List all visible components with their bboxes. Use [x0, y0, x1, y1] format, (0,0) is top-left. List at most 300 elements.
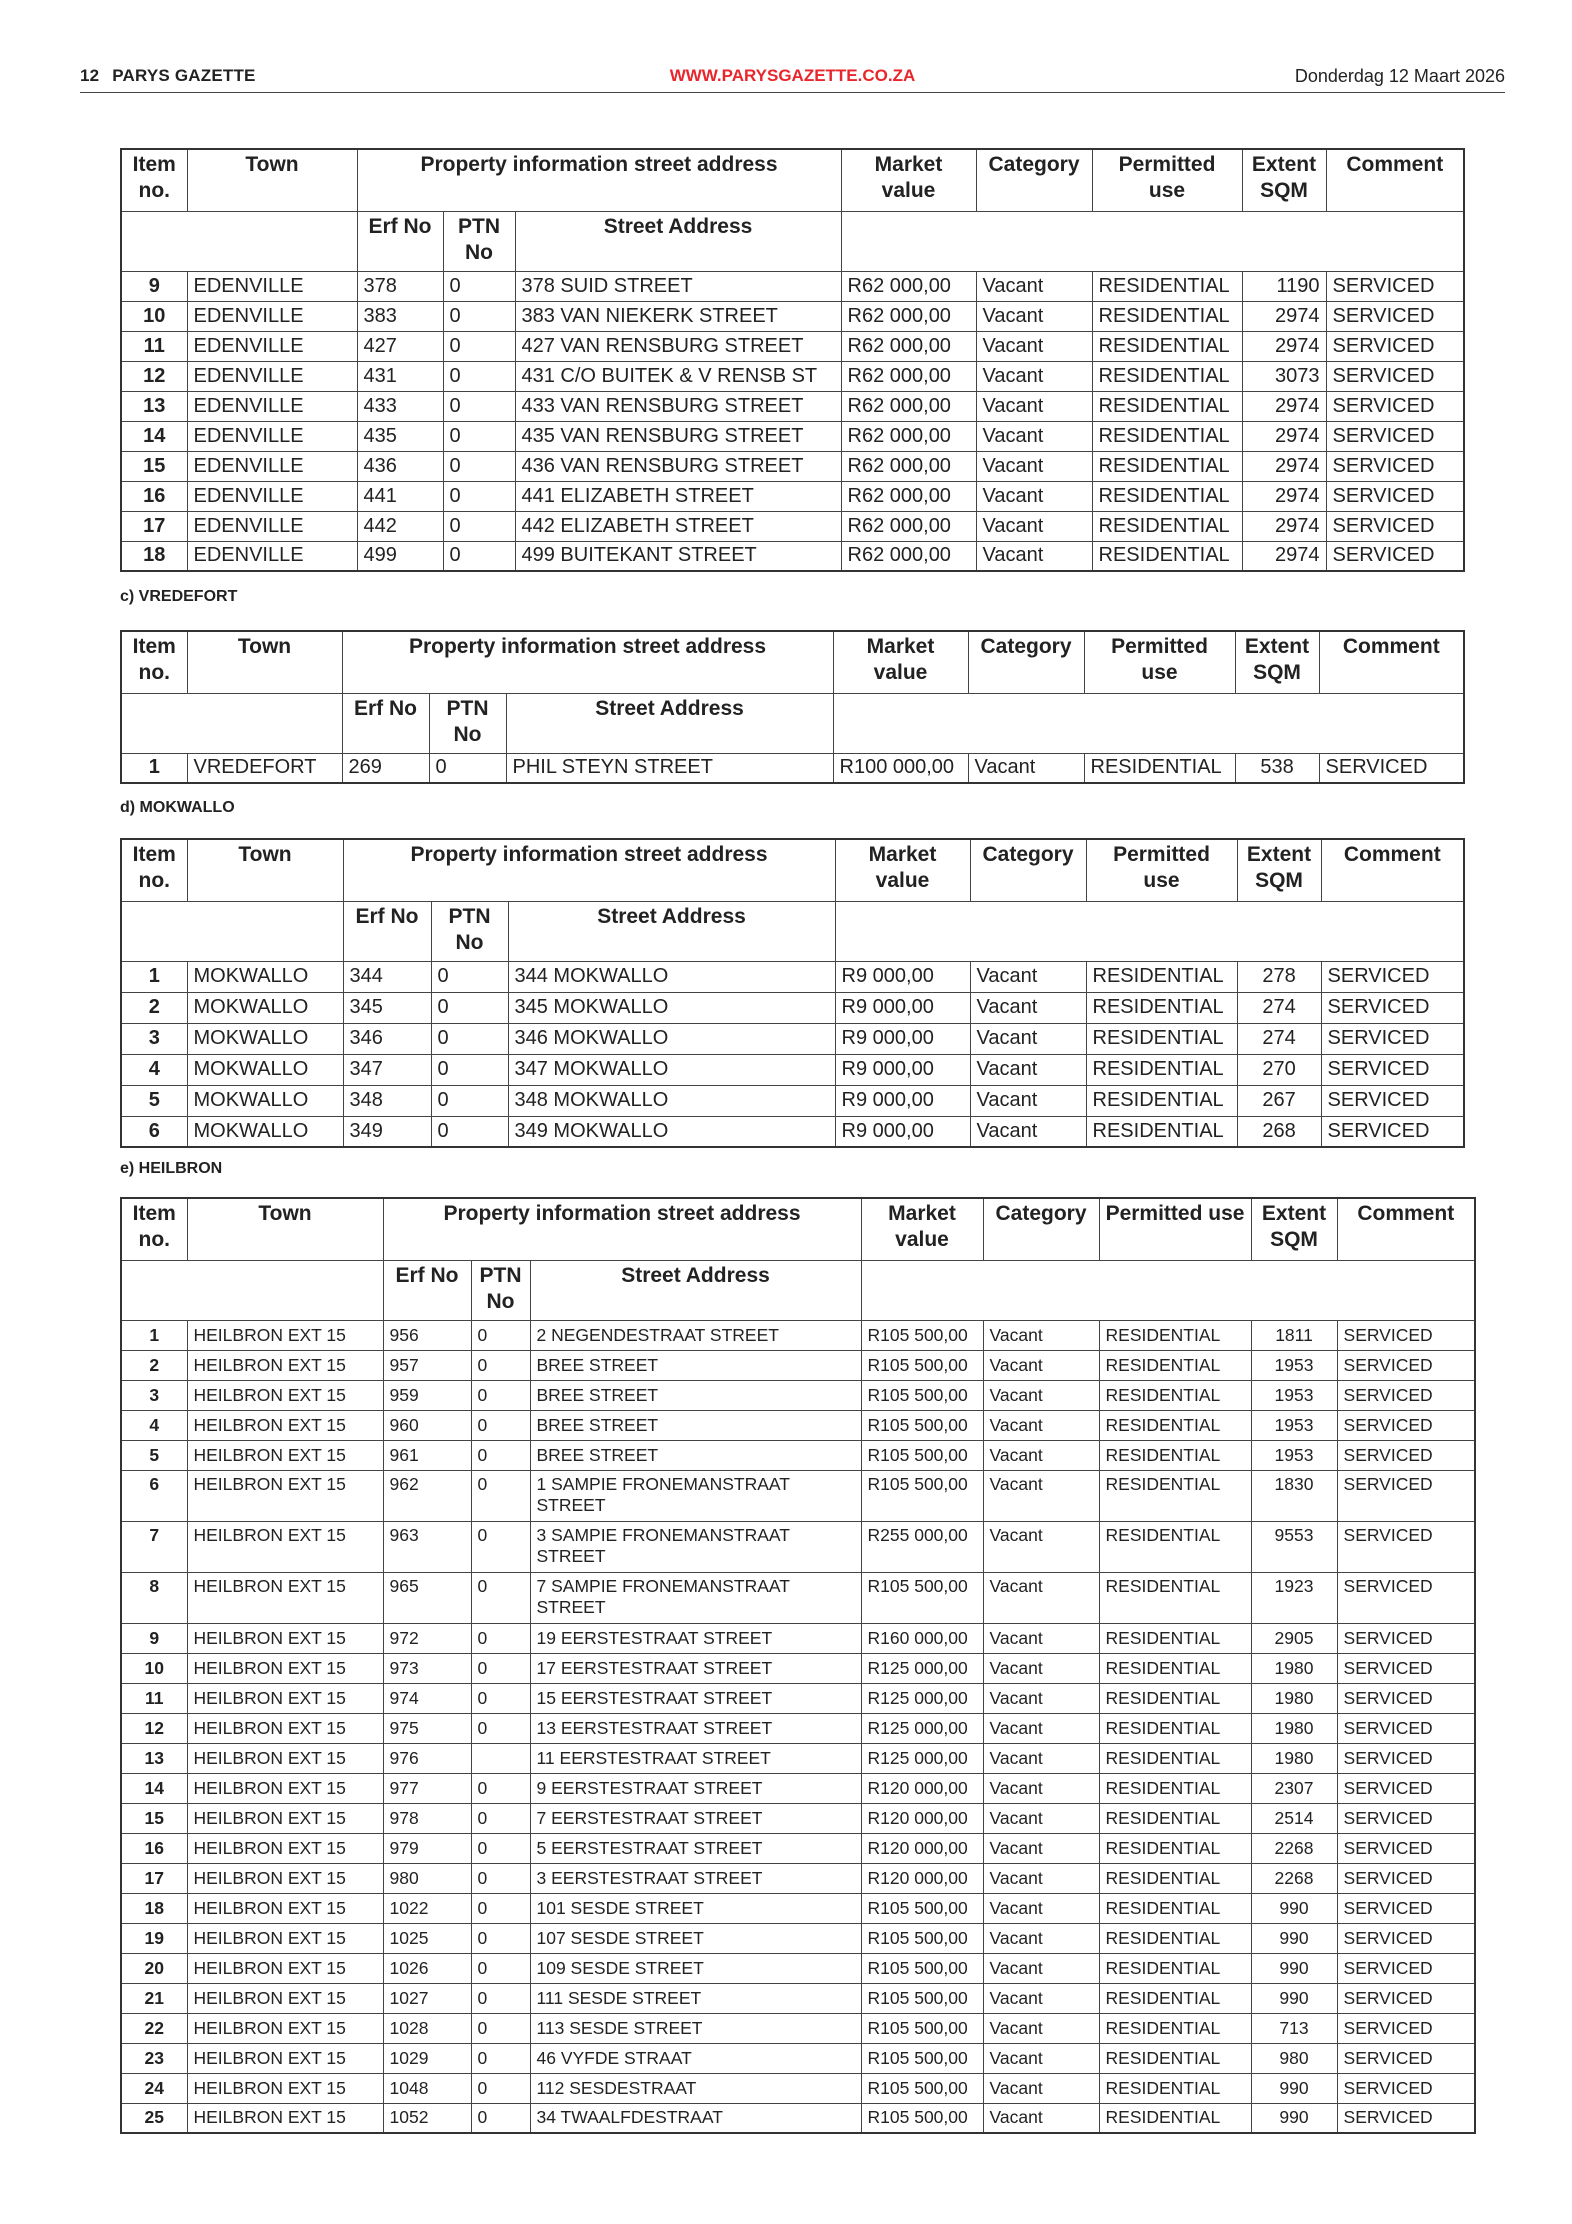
market-value: R105 500,00 [861, 2073, 983, 2103]
item-number: 1 [121, 961, 187, 992]
item-number: 16 [121, 481, 187, 511]
ptn-number: 0 [443, 391, 515, 421]
category: Vacant [976, 391, 1092, 421]
header-ptn-no: PTN No [471, 1260, 530, 1320]
item-number: 10 [121, 1653, 187, 1683]
table-row [121, 992, 1464, 1023]
category: Vacant [983, 1773, 1099, 1803]
item-number: 12 [121, 1713, 187, 1743]
item-number: 9 [121, 271, 187, 301]
town: HEILBRON EXT 15 [187, 1470, 383, 1521]
erf-number: 961 [383, 1440, 471, 1470]
permitted-use: RESIDENTIAL [1092, 481, 1242, 511]
town: HEILBRON EXT 15 [187, 1923, 383, 1953]
permitted-use: RESIDENTIAL [1099, 1983, 1251, 2013]
header-blank [861, 1260, 1475, 1320]
table-row [121, 1410, 1475, 1440]
extent-sqm: 1980 [1251, 1653, 1337, 1683]
ptn-number: 0 [471, 2103, 530, 2133]
header-blank [833, 693, 1464, 753]
street-address: 347 MOKWALLO [508, 1054, 835, 1085]
mokwallo-table [120, 838, 1465, 1148]
category: Vacant [976, 361, 1092, 391]
issue-date: Donderdag 12 Maart 2026 [1294, 66, 1505, 86]
category: Vacant [976, 421, 1092, 451]
table-row [121, 1572, 1475, 1623]
comment: SERVICED [1337, 1833, 1475, 1863]
header-permitted-use: Permitted use [1092, 149, 1242, 211]
permitted-use: RESIDENTIAL [1099, 1803, 1251, 1833]
extent-sqm: 1811 [1251, 1320, 1337, 1350]
town: MOKWALLO [187, 961, 343, 992]
permitted-use: RESIDENTIAL [1099, 1470, 1251, 1521]
item-number: 15 [121, 451, 187, 481]
erf-number: 349 [343, 1116, 431, 1147]
comment: SERVICED [1337, 2043, 1475, 2073]
permitted-use: RESIDENTIAL [1092, 511, 1242, 541]
table-row [121, 1623, 1475, 1653]
header-street-address: Street Address [530, 1260, 861, 1320]
permitted-use: RESIDENTIAL [1099, 1653, 1251, 1683]
table-row [121, 1953, 1475, 1983]
category: Vacant [983, 1923, 1099, 1953]
permitted-use: RESIDENTIAL [1099, 1521, 1251, 1572]
permitted-use: RESIDENTIAL [1084, 753, 1235, 783]
erf-number: 957 [383, 1350, 471, 1380]
street-address: 349 MOKWALLO [508, 1116, 835, 1147]
erf-number: 1027 [383, 1983, 471, 2013]
market-value: R105 500,00 [861, 1953, 983, 1983]
item-number: 3 [121, 1380, 187, 1410]
erf-number: 1025 [383, 1923, 471, 1953]
market-value: R62 000,00 [841, 301, 976, 331]
erf-number: 1029 [383, 2043, 471, 2073]
street-address: 499 BUITEKANT STREET [515, 541, 841, 571]
item-number: 8 [121, 1572, 187, 1623]
table-row [121, 1521, 1475, 1572]
header-blank [121, 1260, 383, 1320]
market-value: R105 500,00 [861, 1440, 983, 1470]
street-address: 11 EERSTESTRAAT STREET [530, 1743, 861, 1773]
market-value: R125 000,00 [861, 1743, 983, 1773]
table-row [121, 421, 1464, 451]
table-row [121, 1350, 1475, 1380]
street-address: BREE STREET [530, 1350, 861, 1380]
erf-number: 977 [383, 1773, 471, 1803]
category: Vacant [983, 1521, 1099, 1572]
erf-number: 976 [383, 1743, 471, 1773]
street-address: 13 EERSTESTRAAT STREET [530, 1713, 861, 1743]
ptn-number: 0 [471, 1983, 530, 2013]
header-category: Category [983, 1198, 1099, 1260]
item-number: 18 [121, 1893, 187, 1923]
extent-sqm: 2514 [1251, 1803, 1337, 1833]
permitted-use: RESIDENTIAL [1099, 2013, 1251, 2043]
extent-sqm: 2974 [1242, 451, 1326, 481]
comment: SERVICED [1321, 992, 1464, 1023]
ptn-number: 0 [471, 1410, 530, 1440]
street-address: BREE STREET [530, 1440, 861, 1470]
category: Vacant [983, 1953, 1099, 1983]
item-number: 14 [121, 421, 187, 451]
ptn-number: 0 [471, 1440, 530, 1470]
street-address: 111 SESDE STREET [530, 1983, 861, 2013]
category: Vacant [976, 481, 1092, 511]
erf-number: 378 [357, 271, 443, 301]
edenville-table [120, 148, 1465, 572]
item-number: 24 [121, 2073, 187, 2103]
comment: SERVICED [1337, 1983, 1475, 2013]
erf-number: 959 [383, 1380, 471, 1410]
erf-number: 963 [383, 1521, 471, 1572]
street-address: 109 SESDE STREET [530, 1953, 861, 1983]
ptn-number: 0 [471, 1572, 530, 1623]
permitted-use: RESIDENTIAL [1099, 1440, 1251, 1470]
erf-number: 972 [383, 1623, 471, 1653]
market-value: R125 000,00 [861, 1683, 983, 1713]
permitted-use: RESIDENTIAL [1092, 451, 1242, 481]
permitted-use: RESIDENTIAL [1092, 421, 1242, 451]
erf-number: 383 [357, 301, 443, 331]
town: HEILBRON EXT 15 [187, 1440, 383, 1470]
comment: SERVICED [1337, 1320, 1475, 1350]
permitted-use: RESIDENTIAL [1099, 1743, 1251, 1773]
street-address: 17 EERSTESTRAAT STREET [530, 1653, 861, 1683]
header-item-no: Item no. [121, 839, 187, 901]
item-number: 23 [121, 2043, 187, 2073]
street-address: BREE STREET [530, 1410, 861, 1440]
table-row [121, 2043, 1475, 2073]
item-number: 13 [121, 1743, 187, 1773]
header-extent-sqm: Extent SQM [1237, 839, 1321, 901]
comment: SERVICED [1337, 1683, 1475, 1713]
market-value: R105 500,00 [861, 2043, 983, 2073]
table-row [121, 2103, 1475, 2133]
street-address: 3 EERSTESTRAAT STREET [530, 1863, 861, 1893]
street-address: 113 SESDE STREET [530, 2013, 861, 2043]
market-value: R105 500,00 [861, 1572, 983, 1623]
comment: SERVICED [1326, 331, 1464, 361]
comment: SERVICED [1337, 1743, 1475, 1773]
item-number: 25 [121, 2103, 187, 2133]
category: Vacant [970, 961, 1086, 992]
town: HEILBRON EXT 15 [187, 2013, 383, 2043]
comment: SERVICED [1321, 1054, 1464, 1085]
section-title-mokwallo: d) MOKWALLO [120, 799, 235, 816]
header-street-address: Street Address [506, 693, 833, 753]
table-row [121, 1116, 1464, 1147]
extent-sqm: 1830 [1251, 1470, 1337, 1521]
header-property-information: Property information street address [342, 631, 833, 693]
market-value: R105 500,00 [861, 1470, 983, 1521]
category: Vacant [970, 1054, 1086, 1085]
erf-number: 442 [357, 511, 443, 541]
table-row [121, 1683, 1475, 1713]
extent-sqm: 2974 [1242, 331, 1326, 361]
comment: SERVICED [1321, 1085, 1464, 1116]
town: HEILBRON EXT 15 [187, 1572, 383, 1623]
ptn-number: 0 [429, 753, 506, 783]
item-number: 6 [121, 1116, 187, 1147]
item-number: 17 [121, 511, 187, 541]
category: Vacant [983, 1470, 1099, 1521]
permitted-use: RESIDENTIAL [1099, 1953, 1251, 1983]
street-address: 112 SESDESTRAAT [530, 2073, 861, 2103]
street-address: 5 EERSTESTRAAT STREET [530, 1833, 861, 1863]
header-blank [835, 901, 1464, 961]
header-blank [841, 211, 1464, 271]
erf-number: 956 [383, 1320, 471, 1350]
table-row [121, 1803, 1475, 1833]
street-address: 15 EERSTESTRAAT STREET [530, 1683, 861, 1713]
ptn-number: 0 [471, 2073, 530, 2103]
item-number: 22 [121, 2013, 187, 2043]
item-number: 11 [121, 331, 187, 361]
market-value: R105 500,00 [861, 1923, 983, 1953]
item-number: 1 [121, 1320, 187, 1350]
item-number: 7 [121, 1521, 187, 1572]
comment: SERVICED [1337, 2013, 1475, 2043]
ptn-number: 0 [471, 1320, 530, 1350]
category: Vacant [983, 1833, 1099, 1863]
extent-sqm: 3073 [1242, 361, 1326, 391]
street-address: 3 SAMPIE FRONEMANSTRAAT STREET [530, 1521, 861, 1572]
comment: SERVICED [1337, 1773, 1475, 1803]
header-town: Town [187, 631, 342, 693]
ptn-number: 0 [471, 1380, 530, 1410]
town: HEILBRON EXT 15 [187, 1521, 383, 1572]
header-town: Town [187, 839, 343, 901]
permitted-use: RESIDENTIAL [1086, 1023, 1237, 1054]
category: Vacant [983, 1683, 1099, 1713]
extent-sqm: 278 [1237, 961, 1321, 992]
permitted-use: RESIDENTIAL [1099, 1713, 1251, 1743]
header-permitted-use: Permitted use [1084, 631, 1235, 693]
erf-number: 427 [357, 331, 443, 361]
category: Vacant [983, 1623, 1099, 1653]
page-number: 12 [80, 66, 100, 85]
table-row [121, 1653, 1475, 1683]
table-row [121, 1440, 1475, 1470]
item-number: 18 [121, 541, 187, 571]
ptn-number: 0 [443, 331, 515, 361]
street-address: 9 EERSTESTRAAT STREET [530, 1773, 861, 1803]
comment: SERVICED [1326, 481, 1464, 511]
header-comment: Comment [1326, 149, 1464, 211]
category: Vacant [983, 1863, 1099, 1893]
extent-sqm: 268 [1237, 1116, 1321, 1147]
extent-sqm: 1953 [1251, 1350, 1337, 1380]
ptn-number: 0 [443, 451, 515, 481]
extent-sqm: 2905 [1251, 1623, 1337, 1653]
market-value: R62 000,00 [841, 391, 976, 421]
comment: SERVICED [1337, 1380, 1475, 1410]
item-number: 10 [121, 301, 187, 331]
table-row [121, 1983, 1475, 2013]
item-number: 4 [121, 1410, 187, 1440]
section-title-vredefort: c) VREDEFORT [120, 588, 238, 605]
ptn-number: 0 [443, 301, 515, 331]
market-value: R105 500,00 [861, 1893, 983, 1923]
erf-number: 348 [343, 1085, 431, 1116]
street-address: 348 MOKWALLO [508, 1085, 835, 1116]
permitted-use: RESIDENTIAL [1099, 1320, 1251, 1350]
item-number: 9 [121, 1623, 187, 1653]
permitted-use: RESIDENTIAL [1099, 1410, 1251, 1440]
item-number: 12 [121, 361, 187, 391]
town: HEILBRON EXT 15 [187, 1743, 383, 1773]
category: Vacant [976, 271, 1092, 301]
erf-number: 962 [383, 1470, 471, 1521]
header-extent-sqm: Extent SQM [1242, 149, 1326, 211]
ptn-number: 0 [471, 1521, 530, 1572]
town: HEILBRON EXT 15 [187, 1983, 383, 2013]
header-permitted-use: Permitted use [1099, 1198, 1251, 1260]
erf-number: 431 [357, 361, 443, 391]
category: Vacant [970, 1023, 1086, 1054]
extent-sqm: 1923 [1251, 1572, 1337, 1623]
ptn-number: 0 [471, 1623, 530, 1653]
ptn-number: 0 [431, 1085, 508, 1116]
ptn-number: 0 [471, 1803, 530, 1833]
permitted-use: RESIDENTIAL [1099, 1833, 1251, 1863]
table-row [121, 1085, 1464, 1116]
extent-sqm: 1190 [1242, 271, 1326, 301]
erf-number: 346 [343, 1023, 431, 1054]
table-row [121, 481, 1464, 511]
item-number: 20 [121, 1953, 187, 1983]
town: HEILBRON EXT 15 [187, 1833, 383, 1863]
comment: SERVICED [1337, 1521, 1475, 1572]
table-row [121, 1054, 1464, 1085]
erf-number: 1026 [383, 1953, 471, 1983]
item-number: 3 [121, 1023, 187, 1054]
category: Vacant [983, 1440, 1099, 1470]
permitted-use: RESIDENTIAL [1092, 301, 1242, 331]
market-value: R120 000,00 [861, 1773, 983, 1803]
market-value: R62 000,00 [841, 361, 976, 391]
extent-sqm: 2268 [1251, 1863, 1337, 1893]
market-value: R100 000,00 [833, 753, 968, 783]
town: HEILBRON EXT 15 [187, 1893, 383, 1923]
header-ptn-no: PTN No [443, 211, 515, 271]
extent-sqm: 2974 [1242, 301, 1326, 331]
erf-number: 1022 [383, 1893, 471, 1923]
header-market-value: Market value [841, 149, 976, 211]
item-number: 5 [121, 1440, 187, 1470]
category: Vacant [970, 1116, 1086, 1147]
ptn-number: 0 [443, 511, 515, 541]
erf-number: 436 [357, 451, 443, 481]
table-row [121, 2073, 1475, 2103]
category: Vacant [983, 2103, 1099, 2133]
website-link[interactable]: WWW.PARYSGAZETTE.CO.ZA [669, 66, 916, 85]
comment: SERVICED [1326, 361, 1464, 391]
table-row [121, 541, 1464, 571]
header-market-value: Market value [835, 839, 970, 901]
extent-sqm: 2974 [1242, 511, 1326, 541]
ptn-number: 0 [431, 1116, 508, 1147]
header-extent-sqm: Extent SQM [1251, 1198, 1337, 1260]
table-row [121, 1923, 1475, 1953]
town: HEILBRON EXT 15 [187, 1653, 383, 1683]
street-address: 346 MOKWALLO [508, 1023, 835, 1054]
permitted-use: RESIDENTIAL [1099, 2103, 1251, 2133]
extent-sqm: 980 [1251, 2043, 1337, 2073]
market-value: R9 000,00 [835, 1023, 970, 1054]
comment: SERVICED [1319, 753, 1464, 783]
comment: SERVICED [1337, 1572, 1475, 1623]
permitted-use: RESIDENTIAL [1099, 1623, 1251, 1653]
ptn-number: 0 [443, 421, 515, 451]
street-address: 7 SAMPIE FRONEMANSTRAAT STREET [530, 1572, 861, 1623]
header-extent-sqm: Extent SQM [1235, 631, 1319, 693]
comment: SERVICED [1326, 301, 1464, 331]
comment: SERVICED [1326, 451, 1464, 481]
erf-number: 979 [383, 1833, 471, 1863]
section-title-heilbron: e) HEILBRON [120, 1160, 223, 1177]
market-value: R9 000,00 [835, 1085, 970, 1116]
table-row [121, 2013, 1475, 2043]
ptn-number: 0 [471, 1653, 530, 1683]
header-item-no: Item no. [121, 631, 187, 693]
table-row [121, 361, 1464, 391]
table-row [121, 451, 1464, 481]
category: Vacant [983, 1713, 1099, 1743]
ptn-number: 0 [443, 481, 515, 511]
town: EDENVILLE [187, 391, 357, 421]
erf-number: 974 [383, 1683, 471, 1713]
extent-sqm: 2268 [1251, 1833, 1337, 1863]
comment: SERVICED [1337, 1653, 1475, 1683]
street-address: 435 VAN RENSBURG STREET [515, 421, 841, 451]
street-address: PHIL STEYN STREET [506, 753, 833, 783]
market-value: R9 000,00 [835, 992, 970, 1023]
ptn-number: 0 [443, 541, 515, 571]
item-number: 11 [121, 1683, 187, 1713]
permitted-use: RESIDENTIAL [1092, 271, 1242, 301]
table-row [121, 1743, 1475, 1773]
comment: SERVICED [1337, 1713, 1475, 1743]
item-number: 21 [121, 1983, 187, 2013]
table-row [121, 271, 1464, 301]
header-street-address: Street Address [515, 211, 841, 271]
header-comment: Comment [1319, 631, 1464, 693]
extent-sqm: 9553 [1251, 1521, 1337, 1572]
header-category: Category [970, 839, 1086, 901]
item-number: 4 [121, 1054, 187, 1085]
market-value: R105 500,00 [861, 1320, 983, 1350]
header-town: Town [187, 1198, 383, 1260]
town: MOKWALLO [187, 1023, 343, 1054]
permitted-use: RESIDENTIAL [1092, 331, 1242, 361]
header-property-information: Property information street address [343, 839, 835, 901]
header-erf-no: Erf No [343, 901, 431, 961]
town: HEILBRON EXT 15 [187, 1320, 383, 1350]
town: HEILBRON EXT 15 [187, 2043, 383, 2073]
town: HEILBRON EXT 15 [187, 1803, 383, 1833]
item-number: 16 [121, 1833, 187, 1863]
category: Vacant [968, 753, 1084, 783]
header-comment: Comment [1337, 1198, 1475, 1260]
permitted-use: RESIDENTIAL [1099, 1683, 1251, 1713]
header-ptn-no: PTN No [429, 693, 506, 753]
comment: SERVICED [1337, 1623, 1475, 1653]
street-address: BREE STREET [530, 1380, 861, 1410]
header-blank [121, 901, 343, 961]
market-value: R255 000,00 [861, 1521, 983, 1572]
street-address: 7 EERSTESTRAAT STREET [530, 1803, 861, 1833]
